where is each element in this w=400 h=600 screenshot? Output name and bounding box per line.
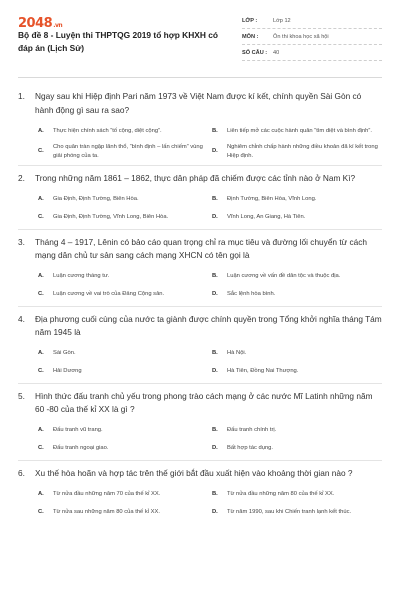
answer-options — [18, 345, 382, 381]
option-text: Đấu tranh ngoại giao. — [53, 445, 109, 452]
answer-option-d[interactable] — [212, 209, 384, 227]
answer-option-a[interactable] — [38, 485, 210, 503]
option-text: Từ nửa sau những năm 80 của thế kỉ XX. — [53, 508, 161, 515]
question-item — [18, 384, 382, 461]
option-letter: B. — [212, 427, 218, 434]
option-letter: C. — [38, 214, 44, 221]
answer-option-b[interactable] — [212, 268, 384, 286]
question-number: 2. — [18, 173, 25, 183]
option-text: Định Tường, Biên Hòa, Vĩnh Long. — [227, 196, 317, 203]
question-number: 3. — [18, 236, 25, 247]
question-text — [18, 461, 382, 481]
answer-option-c[interactable] — [38, 140, 210, 163]
answer-options — [18, 485, 382, 521]
option-text: Bất hợp tác dụng. — [227, 445, 274, 452]
question-body: Xu thế hòa hoãn và hợp tác trên thế giới bắt đầu xuất hiện vào khoảng thời gian nào ? — [35, 467, 353, 478]
question-number: 5. — [18, 390, 25, 401]
option-letter: D. — [212, 508, 218, 515]
option-letter: B. — [212, 196, 218, 203]
option-text: Gia Định, Định Tường, Vĩnh Long, Biên Hòa. — [53, 214, 169, 221]
option-letter: B. — [212, 127, 218, 134]
option-letter: A. — [38, 350, 44, 357]
option-text: Luận cương tháng tư. — [53, 273, 110, 280]
document-header — [18, 0, 382, 78]
meta-label: LỚP : — [242, 17, 258, 24]
option-text: Vĩnh Long, An Giang, Hà Tiên. — [227, 214, 306, 221]
meta-value: Lớp 12 — [273, 17, 291, 24]
option-letter: C. — [38, 445, 44, 452]
answer-option-b[interactable] — [212, 122, 384, 140]
option-text: Liên tiếp mở các cuộc hành quân “tìm diệt và bình định”. — [227, 127, 372, 134]
option-letter: D. — [212, 445, 218, 452]
question-body: Trong những năm 1861 – 1862, thực dân pháp đã chiếm được các tỉnh nào ở Nam Kì? — [35, 173, 356, 183]
meta-value: Ôn thi khoa học xã hội — [273, 33, 329, 40]
option-text: Từ nửa đầu những năm 80 của thế kỉ XX. — [227, 490, 335, 497]
option-letter: D. — [212, 214, 218, 221]
option-text: Hà Nội. — [227, 350, 247, 357]
option-letter: C. — [38, 148, 44, 155]
option-text: Từ năm 1990, sau khi Chiến tranh lạnh kết thúc. — [227, 508, 352, 515]
meta-row-subject — [242, 29, 382, 45]
option-letter: A. — [38, 427, 44, 434]
meta-label: SỐ CÂU : — [242, 49, 268, 56]
question-item — [18, 166, 382, 230]
question-text — [18, 166, 382, 186]
answer-option-c[interactable] — [38, 286, 210, 304]
answer-option-a[interactable] — [38, 345, 210, 363]
question-body: Tháng 4 – 1917, Lênin có bảo cáo quan trọng chỉ ra mục tiêu và đường lối chuyển từ cách mạng dân chủ tư sản sang cách mạng XHCN có tên gọi là — [35, 236, 368, 260]
answer-option-c[interactable] — [38, 209, 210, 227]
option-text: Từ nửa đầu những năm 70 của thế kỉ XX. — [53, 490, 161, 497]
option-letter: B. — [212, 490, 218, 497]
option-text: Luận cương về vấn đề dân tộc và thuộc địa. — [227, 273, 341, 280]
option-text: Cho quân tràn ngập lãnh thổ, “bình định – lấn chiếm” vùng giải phóng của ta. — [53, 144, 203, 159]
answer-option-c[interactable] — [38, 363, 210, 381]
option-text: Thực hiện chính sách “tố cộng, diệt cộng”. — [53, 127, 162, 134]
question-body: Địa phương cuối cùng của nước ta giành được chính quyền trong Tổng khởi nghĩa tháng Tám năm 1945 là — [35, 313, 382, 337]
question-number: 4. — [18, 313, 25, 324]
question-text — [18, 307, 382, 340]
question-number: 6. — [18, 467, 25, 478]
question-item — [18, 84, 382, 166]
meta-value: 40 — [273, 49, 280, 56]
answer-option-b[interactable] — [212, 485, 384, 503]
question-text — [18, 84, 382, 117]
answer-options — [18, 422, 382, 458]
option-letter: A. — [38, 127, 44, 134]
answer-option-b[interactable] — [212, 345, 384, 363]
option-letter: A. — [38, 273, 44, 280]
option-text: Đấu tranh chính trị. — [227, 427, 277, 434]
option-letter: B. — [212, 273, 218, 280]
option-letter: A. — [38, 490, 44, 497]
meta-row-question-count — [242, 45, 382, 61]
option-letter: C. — [38, 368, 44, 375]
option-letter: D. — [212, 368, 218, 375]
answer-options — [18, 268, 382, 304]
question-body: Hình thức đấu tranh chủ yếu trong phong trào cách mạng ở các nước Mĩ Latinh những năm 60 -80 của thế kỉ XX là gì ? — [35, 390, 373, 414]
option-letter: D. — [212, 291, 218, 298]
question-text — [18, 230, 382, 263]
option-text: Luận cương về vai trò của Đảng Cộng sản. — [53, 291, 165, 298]
question-text — [18, 384, 382, 417]
answer-option-a[interactable] — [38, 422, 210, 440]
answer-option-d[interactable] — [212, 503, 384, 521]
answer-option-d[interactable] — [212, 140, 384, 163]
answer-option-c[interactable] — [38, 440, 210, 458]
answer-option-b[interactable] — [212, 191, 384, 209]
question-item — [18, 230, 382, 307]
question-item — [18, 307, 382, 384]
option-text: Sài Gòn. — [53, 350, 76, 357]
option-letter: C. — [38, 291, 44, 298]
option-text: Nghiêm chỉnh chấp hành những điều khoản đã kí kết trong Hiệp định. — [227, 144, 378, 159]
option-text: Sắc lệnh hòa bình. — [227, 291, 276, 298]
exam-meta — [242, 13, 382, 61]
question-number: 1. — [18, 91, 25, 101]
option-letter: C. — [38, 508, 44, 515]
option-text: Hà Tiên, Đồng Nai Thượng. — [227, 368, 299, 375]
option-text: Đấu tranh vũ trang. — [53, 427, 103, 434]
page-title: Bộ đề 8 - Luyện thi THPTQG 2019 tổ hợp KHXH có đáp án (Lịch Sử) — [18, 30, 218, 53]
answer-option-d[interactable] — [212, 440, 384, 458]
option-text: Hải Dương — [53, 368, 82, 375]
question-body: Ngay sau khi Hiệp định Pari năm 1973 về Việt Nam được kí kết, chính quyền Sài Gòn có hành động gì sau ra sao? — [35, 91, 362, 115]
meta-label: MÔN : — [242, 33, 259, 40]
question-list — [18, 78, 382, 521]
option-text: Gia Định, Định Tường, Biên Hòa. — [53, 196, 139, 203]
question-item — [18, 461, 382, 522]
answer-option-a[interactable] — [38, 191, 210, 209]
site-logo-text: 2048 — [18, 16, 53, 31]
site-logo-suffix: .vn — [53, 22, 63, 29]
answer-option-d[interactable] — [212, 286, 384, 304]
meta-row-class — [242, 13, 382, 29]
answer-options — [18, 122, 382, 163]
answer-option-b[interactable] — [212, 422, 384, 440]
option-letter: D. — [212, 148, 218, 155]
answer-option-c[interactable] — [38, 503, 210, 521]
option-letter: B. — [212, 350, 218, 357]
option-letter: A. — [38, 196, 44, 203]
answer-options — [18, 191, 382, 227]
answer-option-d[interactable] — [212, 363, 384, 381]
answer-option-a[interactable] — [38, 268, 210, 286]
answer-option-a[interactable] — [38, 122, 210, 140]
